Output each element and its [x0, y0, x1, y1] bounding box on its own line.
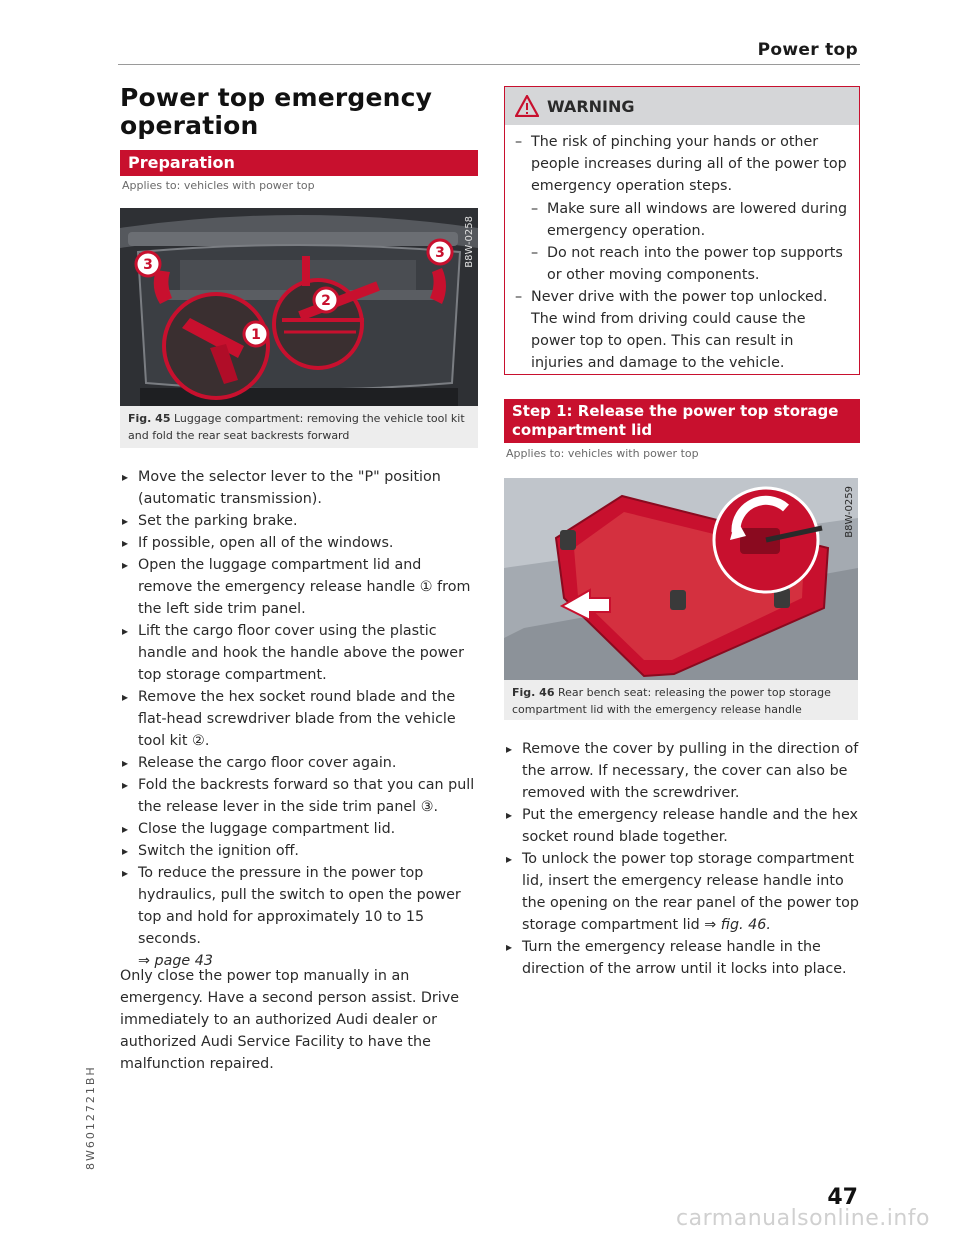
step-item: ▸ Set the parking brake. [120, 510, 480, 532]
preparation-heading: Preparation [120, 150, 478, 176]
figure-45-luggage-compartment [120, 208, 478, 406]
warning-item: – The risk of pinching your hands or other people increases during all of the power top emergency operation steps. [515, 131, 849, 197]
step-item: ▸ Remove the hex socket round blade and the flat-head screwdriver blade from the vehicle tool kit ②. [120, 686, 480, 752]
document-code: 8W6012721BH [84, 1065, 97, 1170]
step-item: ▸ Turn the emergency release handle in the direction of the arrow until it locks into place. [504, 936, 860, 980]
closing-paragraph: Only close the power top manually in an emergency. Have a second person assist. Drive immediately to an authorized Audi dealer or authorized Audi Service Facility to have the malfunction repaired. [120, 968, 460, 1072]
figure-reference-link[interactable]: ⇒ fig. 46. [704, 917, 771, 933]
step-item: ▸ If possible, open all of the windows. [120, 532, 480, 554]
step-1-instructions [504, 738, 860, 980]
figure-45-caption [120, 406, 478, 448]
step-item: ▸ Fold the backrests forward so that you can pull the release lever in the side trim panel ③. [120, 774, 480, 818]
storage-compartment-lid-illustration [504, 478, 858, 680]
step-item: ▸ Switch the ignition off. [120, 840, 480, 862]
warning-body [505, 125, 859, 374]
header-rule [118, 64, 860, 65]
caption-number: Fig. 46 [512, 686, 555, 699]
caption-text: Luggage compartment: removing the vehicle tool kit and fold the rear seat backrests forward [128, 412, 465, 442]
callout-2: 2 [321, 293, 331, 309]
step-1-heading: Step 1: Release the power top storage compartment lid [504, 399, 860, 443]
applies-to-note: Applies to: vehicles with power top [506, 447, 699, 460]
warning-subitem: – Make sure all windows are lowered during emergency operation. [515, 198, 849, 242]
step-item: ▸ Lift the cargo floor cover using the plastic handle and hook the handle above the power top storage compartment. [120, 620, 480, 686]
warning-item: – Never drive with the power top unlocked. The wind from driving could cause the power top to open. This can result in injuries and damage to the vehicle. [515, 286, 849, 374]
figure-46-rear-bench-seat [504, 478, 858, 680]
figure-46-caption [504, 680, 858, 720]
step-item: ▸ Remove the cover by pulling in the direction of the arrow. If necessary, the cover can also be removed with the screwdriver. [504, 738, 860, 804]
watermark: carmanualsonline.info [676, 1206, 930, 1231]
step-item: ▸ Put the emergency release handle and the hex socket round blade together. [504, 804, 860, 848]
step-item: ▸ Close the luggage compartment lid. [120, 818, 480, 840]
page-reference-link[interactable]: ⇒ page 43 [138, 953, 213, 969]
preparation-steps [120, 466, 480, 972]
step-item: ▸ To reduce the pressure in the power top hydraulics, pull the switch to open the power top and hold for approximately 10 to 15 seconds. ⇒ page 43 [120, 862, 480, 972]
callout-1: 1 [251, 327, 261, 343]
caption-text: Rear bench seat: releasing the power top storage compartment lid with the emergency release handle [512, 686, 831, 716]
callout-3-left: 3 [143, 257, 153, 273]
luggage-compartment-illustration [120, 208, 478, 406]
step-item: ▸ Move the selector lever to the "P" position (automatic transmission). [120, 466, 480, 510]
warning-header [505, 87, 859, 125]
warning-box [504, 86, 860, 375]
step-item: ▸ Release the cargo floor cover again. [120, 752, 480, 774]
figure-image-code: B8W-0258 [464, 216, 475, 268]
callout-3-right: 3 [435, 245, 445, 261]
figure-image-code: B8W-0259 [844, 486, 855, 538]
section-header: Power top [757, 40, 858, 60]
step-item: ▸ Open the luggage compartment lid and remove the emergency release handle ① from the left side trim panel. [120, 554, 480, 620]
step-item: ▸ To unlock the power top storage compartment lid, insert the emergency release handle into the opening on the rear panel of the power top storage compartment lid ⇒ fig. 46. [504, 848, 860, 936]
caption-number: Fig. 45 [128, 412, 171, 425]
warning-triangle-icon [515, 95, 539, 117]
page-title: Power top emergency operation [120, 83, 433, 140]
warning-label: WARNING [547, 96, 635, 116]
page-number: 47 [827, 1185, 858, 1210]
warning-subitem: – Do not reach into the power top supports or other moving components. [515, 242, 849, 286]
applies-to-note: Applies to: vehicles with power top [122, 179, 315, 192]
